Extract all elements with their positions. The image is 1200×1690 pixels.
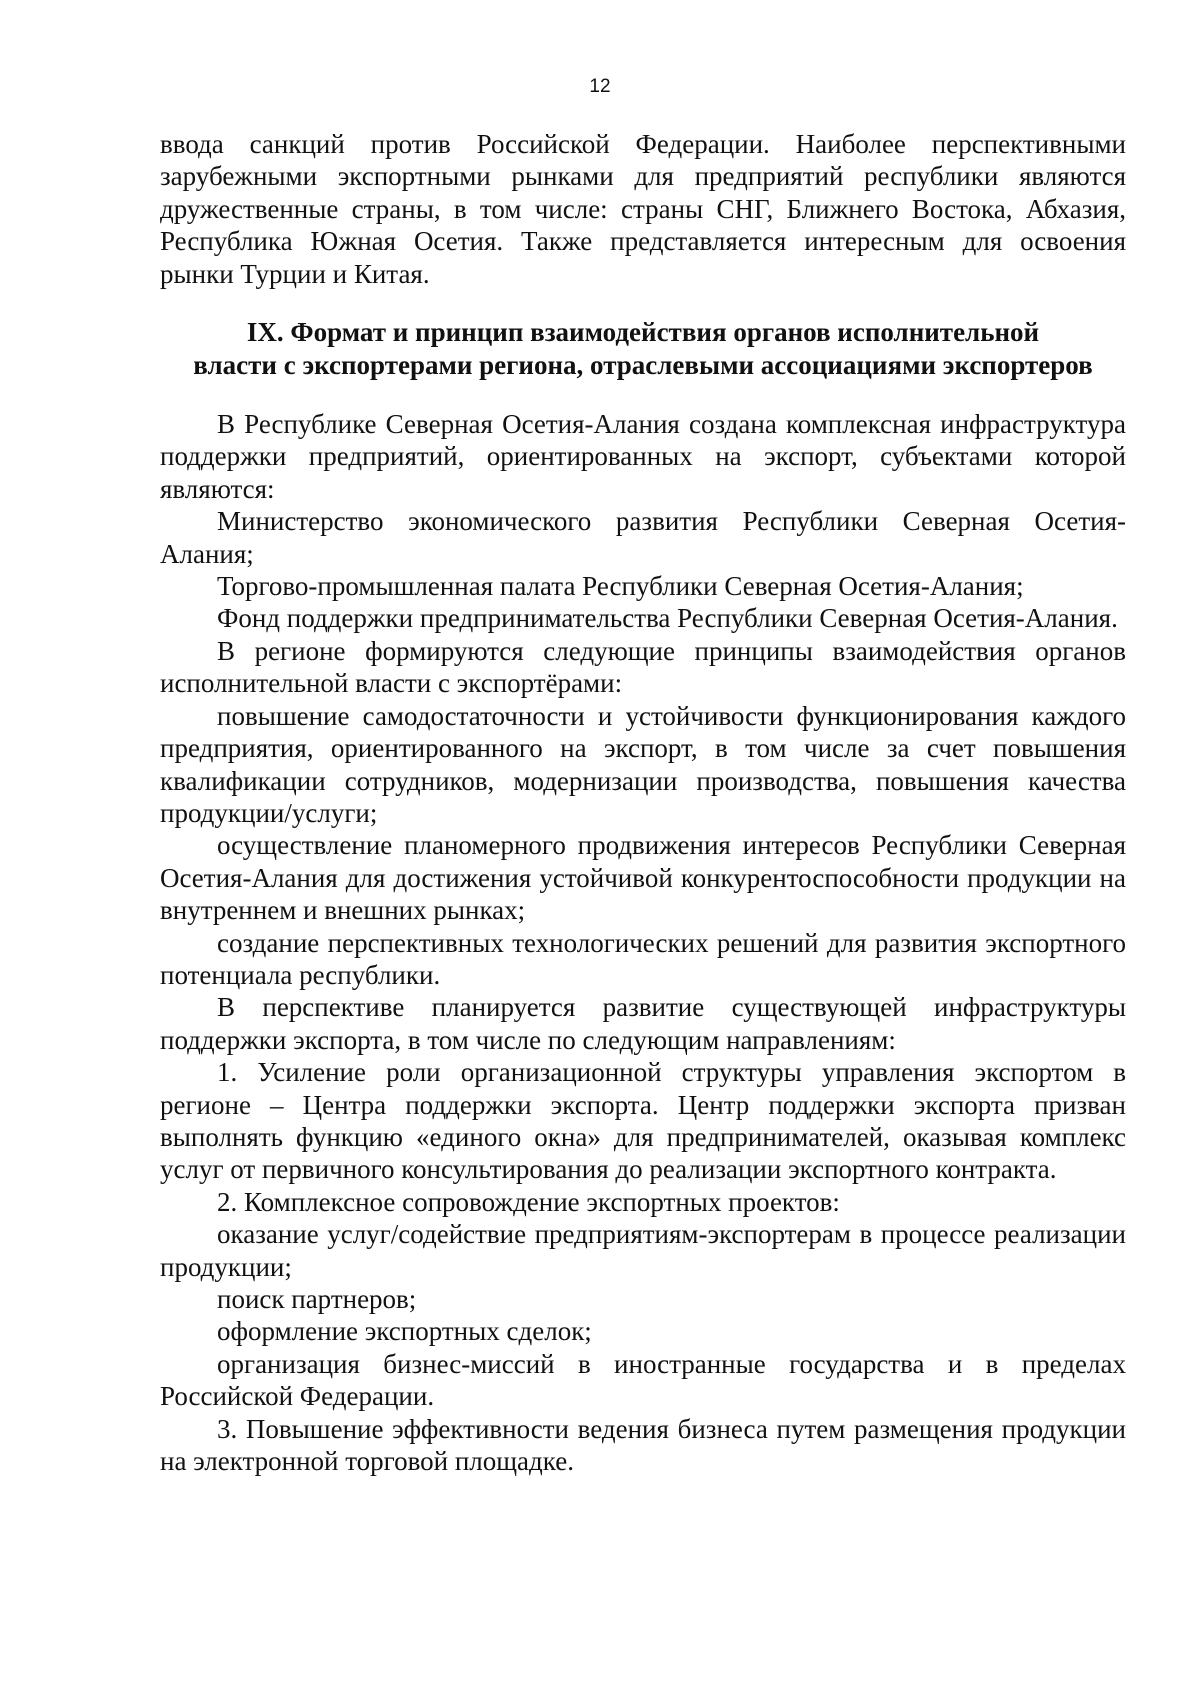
paragraph-chamber: Торгово-промышленная палата Республики Северная Осетия-Алания; [217,571,1024,602]
paragraph-directions-intro: В перспективе планируется развитие существующей инфраструктуры поддержки экспорта, в том числе по следующим направлениям: [160,992,1126,1055]
paragraph-direction-3: 3. Повышение эффективности ведения бизнеса путем размещения продукции на электронной торговой площадке. [160,1413,1126,1477]
paragraph-ministry: Министерство экономического развития Республики Северная Осетия-Алания; [160,506,1126,569]
paragraph-direction-1: 1. Усиление роли организационной структуры управления экспортом в регионе – Центра поддержки экспорта. Центр поддержки экспорта призван выполнять функцию «единого окна» для предпринимателей, оказывая комплекс услуг от первичного консультирования до реализации экспортного контракта. [160,1057,1126,1185]
paragraph-infrastructure: В Республике Северная Осетия-Алания создана комплексная инфраструктура поддержки предприятий, ориентированных на экспорт, субъектами которой являются: [160,409,1126,504]
page-number: 12 [589,76,611,97]
section-heading-line-2: власти с экспортерами региона, отраслевыми ассоциациями экспортеров [193,350,1093,381]
paragraph-direction-2-item-4: организация бизнес-миссий в иностранные государства и в пределах Российской Федерации. [160,1348,1126,1412]
paragraph-principle-2: осуществление планомерного продвижения интересов Республики Северная Осетия-Алания для достижения устойчивой конкурентоспособности продукции на внутреннем и внешних рынках; [160,830,1126,926]
paragraph-direction-2-item-1: оказание услуг/содействие предприятиям-экспортерам в процессе реализации продукции; [160,1219,1126,1282]
paragraph-direction-2-item-2: поиск партнеров; [217,1284,417,1314]
paragraph-principle-3: создание перспективных технологических решений для развития экспортного потенциала республики. [160,927,1126,990]
paragraph-direction-2-item-3: оформление экспортных сделок; [217,1316,592,1347]
document-body [160,128,1126,1477]
section-heading [160,316,1126,382]
paragraph-continuation: ввода санкций против Российской Федерации. Наиболее перспективными зарубежными экспортными рынками для предприятий республики являются дружественные страны, в том числе: страны СНГ, Ближнего Востока, Абхазия, Республика Южная Осетия. Также представляется интересным для освоения рынки Турции и Китая. [160,129,1126,289]
paragraph-principles-intro: В регионе формируются следующие принципы взаимодействия органов исполнительной власти с экспортёрами: [160,635,1126,699]
paragraph-direction-2: 2. Комплексное сопровождение экспортных проектов: [217,1186,840,1217]
paragraph-principle-1: повышение самодостаточности и устойчивости функционирования каждого предприятия, ориентированного на экспорт, в том числе за счет повышения квалификации сотрудников, модернизации производства, повышения качества продукции/услуги; [160,700,1126,828]
paragraph-fund: Фонд поддержки предпринимательства Республики Северная Осетия-Алания. [217,603,1118,634]
section-heading-line-1: IX. Формат и принцип взаимодействия органов исполнительной [246,317,1040,348]
